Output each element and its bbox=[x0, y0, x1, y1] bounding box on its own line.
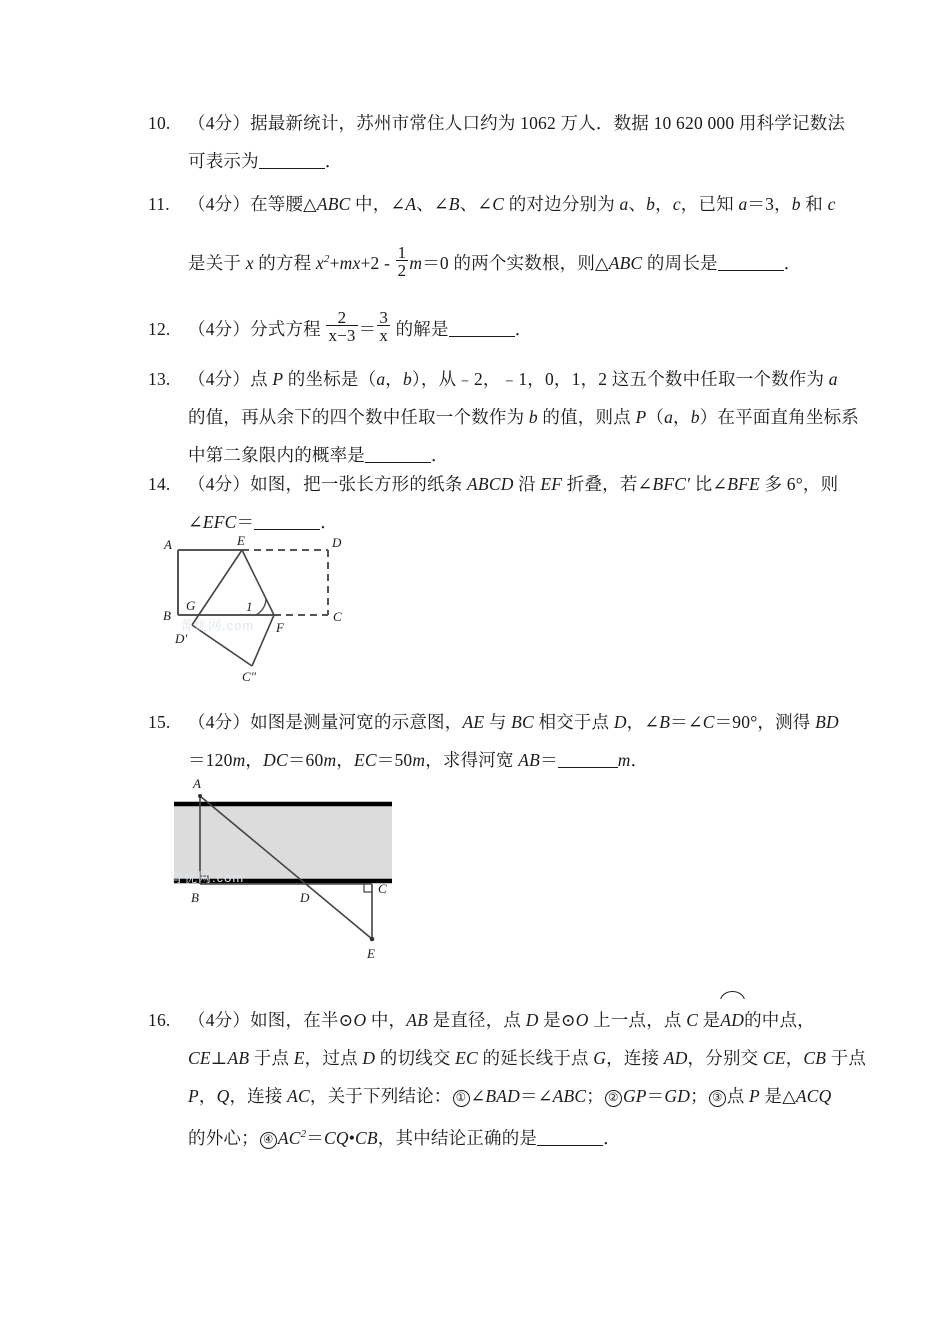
q14-efc: EFC bbox=[202, 512, 237, 532]
q11-side-a: a bbox=[619, 194, 629, 214]
question-16-answer-blank[interactable] bbox=[537, 1131, 603, 1146]
question-11-answer-blank[interactable] bbox=[718, 256, 784, 271]
question-15 bbox=[148, 703, 838, 779]
vertex-E bbox=[370, 937, 375, 942]
q11-t13: + bbox=[329, 252, 340, 273]
q16-ac: AC bbox=[287, 1086, 310, 1106]
question-13 bbox=[148, 360, 859, 474]
q14-t2: 沿 bbox=[513, 474, 541, 494]
question-10-period: ． bbox=[324, 151, 343, 171]
q16-multiply-dot: • bbox=[348, 1127, 356, 1148]
fraction-two-over-x-minus-3 bbox=[326, 308, 357, 345]
q16-ce2: CE bbox=[762, 1048, 786, 1068]
q16-gd: GD bbox=[664, 1086, 691, 1106]
q16-t6: 是 bbox=[698, 1010, 721, 1030]
q15-t9: ＝60 bbox=[287, 750, 324, 770]
q16-point-p2: P bbox=[749, 1086, 760, 1106]
q15-ec: EC bbox=[353, 750, 377, 770]
question-16-line-1 bbox=[148, 999, 838, 1039]
q16-point-q: Q bbox=[216, 1086, 230, 1106]
question-10-line-2 bbox=[148, 142, 838, 180]
q16-period: ． bbox=[603, 1127, 621, 1148]
q16-t19: ，关于下列结论： bbox=[309, 1086, 452, 1106]
q13-t3: ， bbox=[385, 369, 403, 389]
figure-14-label-1: 1 bbox=[246, 599, 253, 614]
q11-t9: ＝3， bbox=[747, 194, 792, 214]
q15-bc: BC bbox=[511, 712, 534, 732]
figure-14-svg bbox=[158, 533, 378, 683]
q15-dc: DC bbox=[263, 750, 288, 770]
figure-15-label-E: E bbox=[367, 946, 375, 961]
q16-t23: ＝ bbox=[646, 1086, 665, 1106]
question-10 bbox=[148, 104, 846, 180]
question-10-text-2: 可表示为 bbox=[188, 151, 259, 171]
question-16 bbox=[148, 999, 867, 1157]
q16-t22: ； bbox=[586, 1086, 604, 1106]
q11-period: ． bbox=[783, 252, 802, 273]
q16-point-e: E bbox=[293, 1048, 305, 1068]
fraction-three-over-x bbox=[377, 308, 390, 345]
q16-t1: 如图，在半⊙ bbox=[250, 1010, 354, 1030]
q11-var-x: x bbox=[245, 252, 254, 273]
q15-m3: m bbox=[412, 750, 426, 770]
q11-t12: 的方程 bbox=[253, 252, 316, 273]
q15-t7: ＝120 bbox=[188, 750, 233, 770]
q13-t5: 的值，再从余下的四个数中任取一个数作为 bbox=[188, 407, 529, 427]
segment-Cprime-F bbox=[252, 615, 274, 666]
q15-t1: 如图是测量河宽的示意图， bbox=[250, 712, 463, 732]
question-10-answer-blank[interactable] bbox=[259, 154, 325, 169]
question-11-points: （4分） bbox=[188, 194, 251, 214]
vertex-A bbox=[198, 794, 202, 798]
q13-t6: 的值，则点 bbox=[537, 407, 636, 427]
figure-14-label-F: F bbox=[276, 620, 284, 635]
q16-t13: ，连接 bbox=[606, 1048, 664, 1068]
q16-t25: 点 bbox=[726, 1086, 750, 1106]
question-16-line-3 bbox=[148, 1077, 838, 1115]
q16-t26: 是△ bbox=[759, 1086, 796, 1106]
q11-t16: 的周长是 bbox=[642, 252, 718, 273]
q15-t13: ＝ bbox=[540, 750, 558, 770]
q16-circle-o2: O bbox=[575, 1010, 589, 1030]
question-11-number: 11. bbox=[148, 194, 170, 214]
q11-t1: 在等腰△ bbox=[250, 194, 317, 214]
q13-point-p: P bbox=[272, 369, 284, 389]
q16-bad: BAD bbox=[485, 1086, 520, 1106]
question-14-answer-blank[interactable] bbox=[254, 515, 320, 530]
q15-t3: 相交于点 bbox=[533, 712, 614, 732]
q16-t9: 于点 bbox=[249, 1048, 294, 1068]
question-14 bbox=[148, 465, 838, 541]
q13-t2: 的坐标是（ bbox=[283, 369, 377, 389]
q16-exponent: 2 bbox=[300, 1128, 307, 1140]
q13-period: ． bbox=[431, 445, 449, 465]
q16-t14: ，分别交 bbox=[687, 1048, 763, 1068]
question-16-points: （4分） bbox=[188, 1010, 251, 1030]
q15-ae: AE bbox=[462, 712, 485, 732]
question-13-points: （4分） bbox=[188, 369, 251, 389]
q16-gp: GP bbox=[622, 1086, 647, 1106]
q11-abc: ABC bbox=[316, 194, 351, 214]
figure-14-label-G: G bbox=[186, 598, 196, 613]
fraction2-numerator: 3 bbox=[379, 308, 389, 327]
q12-t1: 分式方程 bbox=[250, 319, 326, 339]
q14-t7: ＝ bbox=[236, 512, 255, 532]
figure-14-label-A: A bbox=[164, 537, 172, 552]
q16-t18: ，连接 bbox=[229, 1086, 288, 1106]
q16-ab: AB bbox=[406, 1010, 429, 1030]
question-12-line-1 bbox=[148, 310, 838, 348]
q11-c-val: c bbox=[827, 194, 836, 214]
q15-bd: BD bbox=[815, 712, 839, 732]
q15-t12: ，求得河宽 bbox=[425, 750, 519, 770]
q15-period: ． bbox=[630, 750, 649, 770]
q14-t1: 如图，把一张长方形的纸条 bbox=[250, 474, 468, 494]
q13-a3: a bbox=[664, 407, 674, 427]
q14-bfe: BFE bbox=[727, 474, 760, 494]
fraction2-denominator: x bbox=[379, 326, 389, 345]
question-13-answer-blank[interactable] bbox=[365, 448, 431, 463]
q14-t4: 比∠ bbox=[690, 474, 728, 494]
q16-t21: ＝∠ bbox=[520, 1086, 553, 1106]
q16-cq: CQ bbox=[323, 1127, 349, 1148]
q16-ec: EC bbox=[455, 1048, 478, 1068]
q14-bfc: BFC′ bbox=[652, 474, 691, 494]
question-16-line-2 bbox=[148, 1039, 867, 1077]
conclusion-marker-3: ③ bbox=[709, 1090, 726, 1107]
q15-ab: AB bbox=[518, 750, 541, 770]
conclusion-marker-1: ① bbox=[453, 1090, 470, 1107]
q16-acq: ACQ bbox=[795, 1086, 832, 1106]
q13-t1: 点 bbox=[250, 369, 273, 389]
question-10-number: 10. bbox=[148, 113, 171, 133]
q16-point-d2: D bbox=[362, 1048, 376, 1068]
q16-point-p: P bbox=[188, 1086, 199, 1106]
figure-15-label-A: A bbox=[193, 776, 201, 791]
question-12-number: 12. bbox=[148, 319, 171, 339]
q14-t3: 折叠，若∠ bbox=[562, 474, 653, 494]
figure-14-label-C: C bbox=[333, 609, 342, 624]
q13-t9: ）在平面直角坐标系 bbox=[699, 407, 859, 427]
figure-15-label-B: B bbox=[191, 890, 199, 905]
q16-t27: 的外心； bbox=[188, 1127, 259, 1148]
q15-t8: ， bbox=[245, 750, 264, 770]
q11-t3: 、∠ bbox=[416, 194, 449, 214]
q11-exponent: 2 bbox=[323, 253, 330, 265]
q11-t10: 和 bbox=[800, 194, 828, 214]
question-15-line-1 bbox=[148, 703, 838, 741]
q16-abc: ABC bbox=[552, 1086, 587, 1106]
figure-14-label-D: D bbox=[332, 535, 342, 550]
question-11-line-2 bbox=[148, 223, 838, 299]
q11-m: m bbox=[409, 252, 423, 273]
question-12-points: （4分） bbox=[188, 319, 251, 339]
question-10-line-1 bbox=[148, 104, 846, 142]
q16-t24: ； bbox=[690, 1086, 708, 1106]
q12-equals: ＝ bbox=[358, 319, 377, 339]
arc-AD-label: AD bbox=[720, 1010, 745, 1030]
watermark-2: 菁优网.com bbox=[170, 870, 245, 885]
q11-angle-c: C bbox=[492, 194, 505, 214]
question-13-line-1 bbox=[148, 360, 838, 398]
q11-a-val: a bbox=[738, 194, 748, 214]
question-15-points: （4分） bbox=[188, 712, 251, 732]
fraction1-denominator: x−3 bbox=[328, 326, 356, 345]
figure-14-label-Dprime: D′ bbox=[175, 631, 188, 646]
q16-t8: ⊥ bbox=[210, 1048, 228, 1068]
fraction-denominator: 2 bbox=[397, 260, 407, 280]
question-14-line-1 bbox=[148, 465, 838, 503]
q16-t15: ， bbox=[785, 1048, 804, 1068]
q16-point-c: C bbox=[686, 1010, 699, 1030]
q16-t10: ，过点 bbox=[304, 1048, 363, 1068]
fraction-numerator: 1 bbox=[397, 242, 407, 262]
q16-cb2: CB bbox=[355, 1127, 378, 1148]
q11-side-b: b bbox=[646, 194, 656, 214]
figure-15-label-D: D bbox=[300, 890, 310, 905]
q16-t28: ＝ bbox=[306, 1127, 324, 1148]
figure-question-14 bbox=[158, 533, 378, 688]
q13-b3: b bbox=[690, 407, 700, 427]
figure-14-label-B: B bbox=[163, 608, 171, 623]
question-14-number: 14. bbox=[148, 474, 171, 494]
q15-t2: 与 bbox=[484, 712, 512, 732]
question-15-answer-blank[interactable] bbox=[558, 753, 618, 768]
q16-t4: 是⊙ bbox=[538, 1010, 576, 1030]
q11-abc2: ABC bbox=[608, 252, 643, 273]
q16-t11: 的切线交 bbox=[375, 1048, 456, 1068]
q11-angle-a: A bbox=[405, 194, 417, 214]
q16-ce: CE bbox=[188, 1048, 211, 1068]
q13-t8: ， bbox=[673, 407, 691, 427]
figure-question-15 bbox=[160, 772, 420, 972]
q15-m1: m bbox=[232, 750, 246, 770]
arc-AD-symbol bbox=[720, 999, 744, 1039]
q15-angle-c: C bbox=[702, 712, 715, 732]
figure-14-label-E: E bbox=[237, 533, 245, 548]
q13-t10: 中第二象限内的概率是 bbox=[188, 445, 365, 465]
q11-t2: 中，∠ bbox=[350, 194, 406, 214]
q14-t6: ∠ bbox=[188, 512, 203, 532]
segment-E-Dprime bbox=[192, 550, 242, 625]
fraction1-numerator: 2 bbox=[326, 310, 357, 326]
q14-period: ． bbox=[320, 512, 338, 532]
q15-t10: ， bbox=[336, 750, 354, 770]
q11-t11: 是关于 bbox=[188, 252, 246, 273]
question-10-text-1: 据最新统计，苏州市常住人口约为 1062 万人．数据 10 620 000 用科学记数法 bbox=[250, 113, 846, 133]
q16-ac2: AC bbox=[277, 1127, 301, 1148]
q11-t15: ＝0 的两个实数根，则△ bbox=[422, 252, 609, 273]
q12-t2: 的解是 bbox=[391, 319, 449, 339]
fraction-one-half bbox=[396, 242, 409, 280]
q13-t7: （ bbox=[646, 407, 665, 427]
question-14-points: （4分） bbox=[188, 474, 251, 494]
question-12 bbox=[148, 310, 838, 348]
q13-a2: a bbox=[828, 369, 838, 389]
q15-point-d: D bbox=[613, 712, 627, 732]
q11-t14: +2 - bbox=[360, 252, 395, 273]
question-16-number: 16. bbox=[148, 1010, 171, 1030]
q11-t4: 、∠ bbox=[459, 194, 493, 214]
q16-circle-o: O bbox=[353, 1010, 367, 1030]
q15-angle-b: B bbox=[659, 712, 671, 732]
question-13-line-2 bbox=[148, 398, 859, 436]
figure-14-label-Cprime: C″ bbox=[242, 669, 257, 683]
q16-point-d: D bbox=[525, 1010, 539, 1030]
figure-15-label-C: C bbox=[378, 881, 387, 896]
q16-t17: ， bbox=[198, 1086, 217, 1106]
q11-t5: 的对边分别为 bbox=[504, 194, 620, 214]
q13-point-p2: P bbox=[635, 407, 647, 427]
q11-eq-x: x bbox=[315, 252, 324, 273]
q16-t16: 于点 bbox=[826, 1048, 867, 1068]
q11-mx: mx bbox=[339, 252, 361, 273]
q12-period: ． bbox=[514, 319, 533, 339]
q13-b2: b bbox=[528, 407, 538, 427]
q15-m4: m bbox=[617, 750, 631, 770]
q15-t4: ，∠ bbox=[626, 712, 660, 732]
question-13-number: 13. bbox=[148, 369, 171, 389]
q11-t7: ， bbox=[655, 194, 673, 214]
q16-t7: 的中点， bbox=[744, 1010, 815, 1030]
q16-t5: 上一点，点 bbox=[588, 1010, 687, 1030]
q11-t6: 、 bbox=[628, 194, 647, 214]
q16-t29: ，其中结论正确的是 bbox=[377, 1127, 538, 1148]
q15-m2: m bbox=[323, 750, 337, 770]
q11-angle-b: B bbox=[448, 194, 460, 214]
q16-t2: 中， bbox=[366, 1010, 407, 1030]
question-12-answer-blank[interactable] bbox=[449, 322, 515, 337]
q16-t3: 是直径，点 bbox=[428, 1010, 526, 1030]
q11-side-c: c bbox=[672, 194, 681, 214]
watermark-1: 菁优网.com bbox=[180, 618, 255, 633]
question-11 bbox=[148, 185, 838, 299]
q16-ab2: AB bbox=[227, 1048, 250, 1068]
q16-ad: AD bbox=[663, 1048, 688, 1068]
conclusion-marker-4: ④ bbox=[260, 1132, 277, 1149]
q15-t11: ＝50 bbox=[376, 750, 413, 770]
q15-t6: ＝90°，测得 bbox=[714, 712, 816, 732]
question-15-number: 15. bbox=[148, 712, 171, 732]
question-11-line-1 bbox=[148, 185, 838, 223]
q14-ef: EF bbox=[540, 474, 563, 494]
question-16-line-4 bbox=[148, 1115, 838, 1157]
right-angle-mark-C bbox=[364, 884, 372, 892]
q16-t12: 的延长线于点 bbox=[477, 1048, 594, 1068]
question-10-points: （4分） bbox=[188, 113, 251, 133]
q14-t5: 多 6°，则 bbox=[759, 474, 839, 494]
q13-a: a bbox=[376, 369, 386, 389]
q11-t8: ，已知 bbox=[680, 194, 739, 214]
arc-icon bbox=[719, 990, 745, 999]
angle-arc-1 bbox=[256, 599, 266, 615]
q16-t20: ∠ bbox=[470, 1086, 486, 1106]
q14-abcd: ABCD bbox=[467, 474, 514, 494]
q15-t5: ＝∠ bbox=[670, 712, 703, 732]
q13-t4: ），从﹣2，﹣1，0，1，2 这五个数中任取一个数作为 bbox=[411, 369, 829, 389]
q11-b-val: b bbox=[791, 194, 801, 214]
q16-point-g: G bbox=[593, 1048, 607, 1068]
q16-cb: CB bbox=[803, 1048, 827, 1068]
q13-b: b bbox=[402, 369, 412, 389]
conclusion-marker-2: ② bbox=[605, 1090, 622, 1107]
